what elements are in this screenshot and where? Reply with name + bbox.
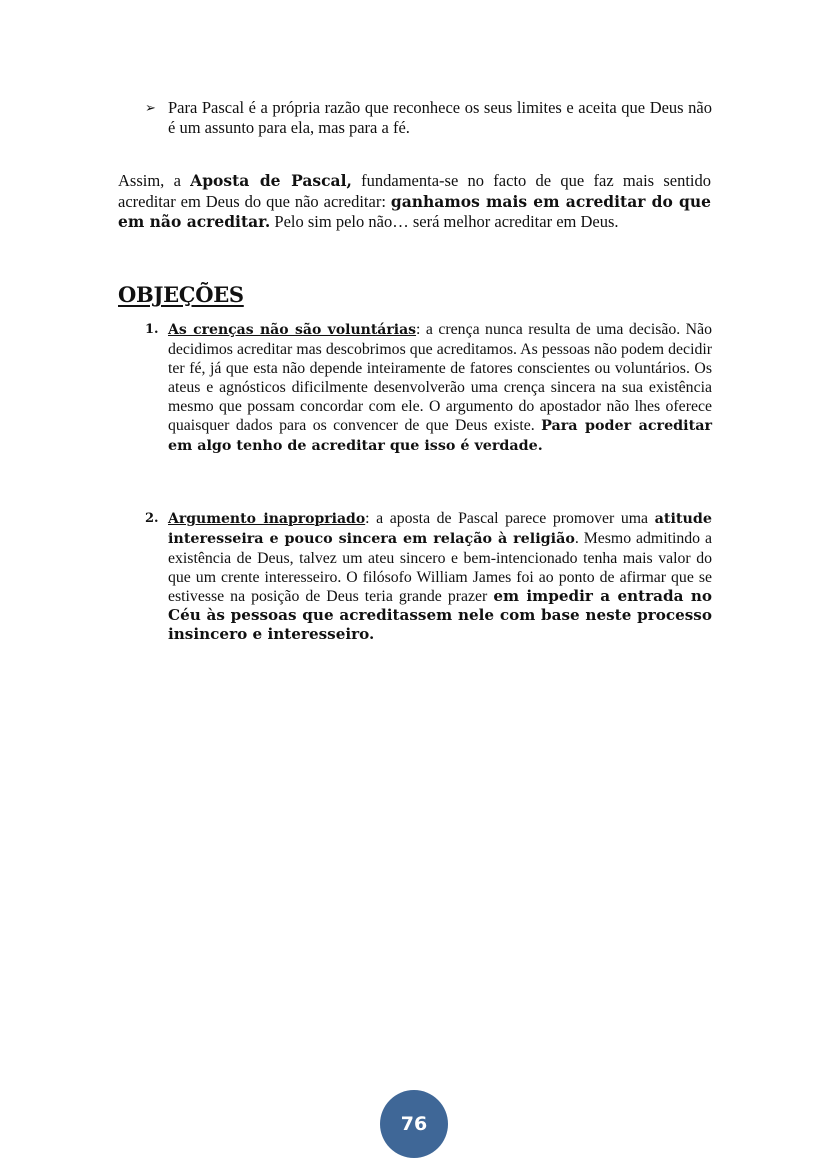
objection-body-2: . Mesmo admitindo a existência de Deus, talvez um ateu sincero e bem-intencionado tenha mais valor do que um crente interesseiro. O filósofo William James foi ao ponto de afirmar que se estivesse na posição de Deus teria grande prazer [168, 530, 712, 605]
page-number-badge [380, 1090, 448, 1158]
summary-bold-1: Aposta de Pascal, [190, 171, 352, 190]
objection-title: As crenças não são voluntárias [168, 322, 417, 338]
objection-emphasis: atitude interesseira e pouco sincera em relação à religião [168, 511, 712, 547]
objection-title: Argumento inapropriado [168, 511, 366, 527]
page-number: 76 [400, 1113, 428, 1135]
section-heading: OBJEÇÕES [118, 282, 244, 307]
summary-bold-2: ganhamos mais em acreditar do que em não acreditar. [118, 191, 711, 231]
objection-emphasis-2: em impedir a entrada no Céu às pessoas que acreditassem nele com base neste processo insincero e interesseiro. [168, 587, 713, 643]
list-number: 2. [145, 511, 159, 526]
summary-text-1: Assim, a [118, 171, 191, 190]
summary-text-2: fundamenta-se no facto de que faz mais sentido acreditar em Deus do que não acreditar: [118, 171, 712, 211]
objection-text [168, 320, 712, 456]
summary-paragraph [118, 171, 711, 233]
arrow-bullet-icon: ➢ [145, 100, 156, 115]
objection-item-2 [140, 509, 712, 644]
summary-text-3: Pelo sim pelo não… será melhor acreditar em Deus. [270, 212, 619, 231]
bullet-paragraph [140, 98, 712, 138]
objection-text [168, 509, 712, 644]
objection-body: : a crença nunca resulta de uma decisão. Não decidimos acreditar mas descobrimos que acreditamos. As pessoas não podem decidir ter fé, já que esta não depende inteiramente de fatores conscientes ou voluntários. Os ateus e agnósticos dificilmente desenvolverão uma crença sincera na sua existência mesmo que possam concordar com ele. O argumento do apostador não lhes oferece quaisquer dados para os convencer de que Deus existe. [168, 321, 713, 434]
objection-body: : a aposta de Pascal parece promover uma [365, 510, 655, 527]
objection-emphasis: Para poder acreditar em algo tenho de acreditar que isso é verdade. [168, 418, 713, 454]
list-number: 1. [145, 322, 159, 337]
objection-item-1 [140, 320, 712, 456]
bullet-text: Para Pascal é a própria razão que reconhece os seus limites e aceita que Deus não é um assunto para ela, mas para a fé. [168, 98, 712, 137]
